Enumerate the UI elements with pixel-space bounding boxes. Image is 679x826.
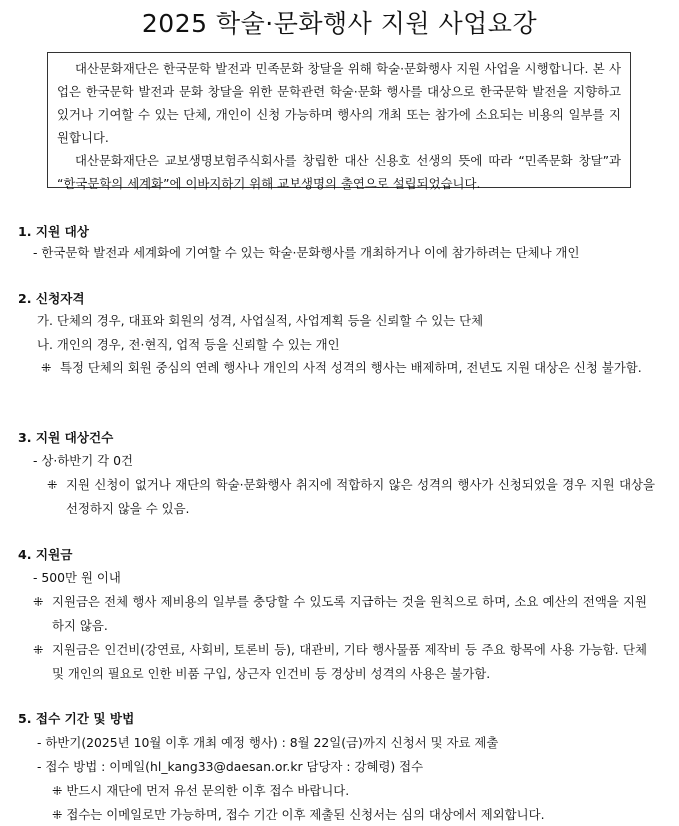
section-3-heading: 3. 지원 대상건수 <box>18 430 114 445</box>
section-5-note-2-text: 접수는 이메일로만 가능하며, 접수 기간 이후 제출된 신청서는 심의 대상에서 제외합니다. <box>66 807 545 822</box>
section-4-heading: 4. 지원금 <box>18 547 73 562</box>
section-3-note-text: 지원 신청이 없거나 재단의 학술·문화행사 취지에 적합하지 않은 성격의 행사가 신청되었을 경우 지원 대상을 선정하지 않을 수 있음. <box>66 477 655 516</box>
section-4-note-2 <box>33 638 647 686</box>
intro-paragraph-2: 대산문화재단은 교보생명보험주식회사를 창립한 대산 신용호 선생의 뜻에 따라 “민족문화 창달”과 “한국문학의 세계화”에 이바지하기 위해 교보생명의 출연으로 설립되었습니다. <box>57 153 621 191</box>
section-2-note-text: 특정 단체의 회원 중심의 연례 행사나 개인의 사적 성격의 행사는 배제하며, 전년도 지원 대상은 신청 불가함. <box>60 360 642 375</box>
section-3-item: - 상·하반기 각 0건 <box>33 453 133 468</box>
note-mark-icon: ⁜ <box>41 360 52 375</box>
note-mark-icon: ⁜ <box>52 783 63 798</box>
section-2-heading: 2. 신청자격 <box>18 291 85 306</box>
section-3-note <box>47 473 655 521</box>
section-4-note-1-text: 지원금은 전체 행사 제비용의 일부를 충당할 수 있도록 지급하는 것을 원칙으로 하며, 소요 예산의 전액을 지원하지 않음. <box>52 594 647 633</box>
note-mark-icon: ⁜ <box>33 594 44 609</box>
note-mark-icon: ⁜ <box>47 477 58 492</box>
section-5-heading: 5. 접수 기간 및 방법 <box>18 711 135 726</box>
page-title: 2025 학술·문화행사 지원 사업요강 <box>141 9 538 38</box>
section-1-heading: 1. 지원 대상 <box>18 224 89 239</box>
section-2-note <box>41 356 649 380</box>
section-1-item: - 한국문학 발전과 세계화에 기여할 수 있는 학술·문화행사를 개최하거나 이에 참가하려는 단체나 개인 <box>33 245 580 260</box>
note-mark-icon: ⁜ <box>33 642 44 657</box>
section-5-item-2: - 접수 방법 : 이메일(hl_kang33@daesan.or.kr 담당자 : 강혜령) 접수 <box>37 759 424 774</box>
section-4-note-1 <box>33 590 647 638</box>
section-5-note-2 <box>52 806 545 824</box>
section-2-item-na: 나. 개인의 경우, 전·현직, 업적 등을 신뢰할 수 있는 개인 <box>37 337 340 352</box>
note-mark-icon: ⁜ <box>52 807 63 822</box>
intro-box <box>47 52 631 191</box>
section-4-note-2-text: 지원금은 인건비(강연료, 사회비, 토론비 등), 대관비, 기타 행사물품 제작비 등 주요 항목에 사용 가능함. 단체 및 개인의 필요로 인한 비품 구입, 상근자 인건비 등 경상비 성격의 사용은 불가함. <box>52 642 647 681</box>
section-5-item-1: - 하반기(2025년 10월 이후 개최 예정 행사) : 8월 22일(금)까지 신청서 및 자료 제출 <box>37 735 499 750</box>
section-4-item: - 500만 원 이내 <box>33 570 121 585</box>
section-5-note-1-text: 반드시 재단에 먼저 유선 문의한 이후 접수 바랍니다. <box>66 783 350 798</box>
intro-paragraph-1: 대산문화재단은 한국문학 발전과 민족문화 창달을 위해 학술·문화행사 지원 사업을 시행합니다. 본 사업은 한국문학 발전과 문화 창달을 위한 문학관련 학술·문화 행사를 대상으로 한국문학 발전을 지향하고 있거나 기여할 수 있는 단체, 개인이 신청 가능하며 행사의 개최 또는 참가에 소요되는 비용의 일부를 지원합니다. <box>57 61 621 145</box>
section-5-note-1 <box>52 782 349 800</box>
section-2-item-ga: 가. 단체의 경우, 대표와 회원의 성격, 사업실적, 사업계획 등을 신뢰할 수 있는 단체 <box>37 313 484 328</box>
